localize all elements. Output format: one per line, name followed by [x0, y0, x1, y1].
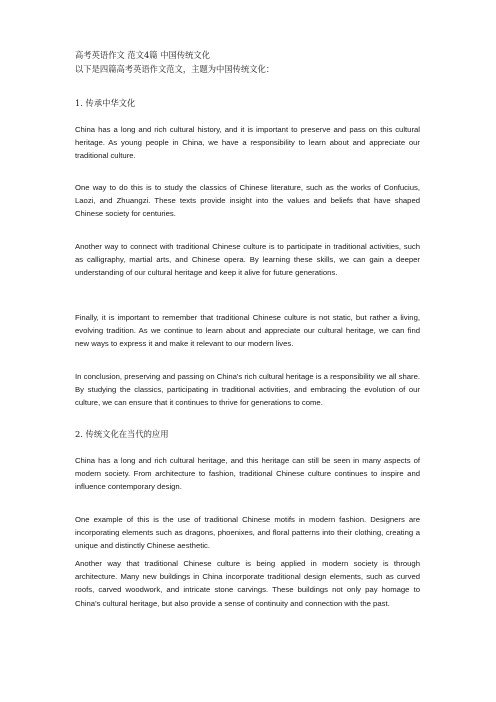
section-heading-2: 2. 传统文化在当代的应用	[75, 429, 169, 439]
paragraph: One example of this is the use of traditional Chinese motifs in modern fashion. Designers are incorporating elements such as dragons, phoenixes, and floral patterns into their clothing, creating a unique and distinctly Chinese aesthetic.	[75, 515, 420, 551]
paragraph: In conclusion, preserving and passing on China's rich cultural heritage is a responsibility we all share. By studying the classics, participating in traditional activities, and embracing the evolution of our culture, we can ensure that it continues to thrive for generations to come.	[75, 372, 420, 408]
paragraph: Another way to connect with traditional Chinese culture is to participate in traditional activities, such as calligraphy, martial arts, and Chinese opera. By learning these skills, we can gain a deeper understanding of our cultural heritage and keep it alive for future generations.	[75, 242, 420, 278]
document-intro: 以下是四篇高考英语作文范文，主题为中国传统文化：	[75, 64, 275, 74]
paragraph: Finally, it is important to remember that traditional Chinese culture is not static, but rather a living, evolving tradition. As we continue to learn about and appreciate our cultural heritage, we can find new ways to express it and make it relevant to our modern lives.	[75, 313, 420, 349]
paragraph: Another way that traditional Chinese culture is being applied in modern society is through architecture. Many new buildings in China incorporate traditional design elements, such as curved roofs, carved woodwork, and intricate stone carvings. These buildings not only pay homage to China's cultural heritage, but also provide a sense of continuity and connection with the past.	[75, 559, 420, 608]
section-heading-1: 1. 传承中华文化	[75, 98, 136, 108]
paragraph: One way to do this is to study the classics of Chinese literature, such as the works of Confucius, Laozi, and Zhuangzi. These texts provide insight into the values and beliefs that have shaped Chinese society for centuries.	[75, 183, 420, 219]
document-title: 高考英语作文 范文4篇 中国传统文化	[75, 50, 211, 60]
paragraph: China has a long and rich cultural history, and it is important to preserve and pass on this cultural heritage. As young people in China, we have a responsibility to learn about and appreciate our traditional culture.	[75, 125, 420, 161]
paragraph: China has a long and rich cultural heritage, and this heritage can still be seen in many aspects of modern society. From architecture to fashion, traditional Chinese culture continues to inspire and influence contemporary design.	[75, 456, 420, 492]
